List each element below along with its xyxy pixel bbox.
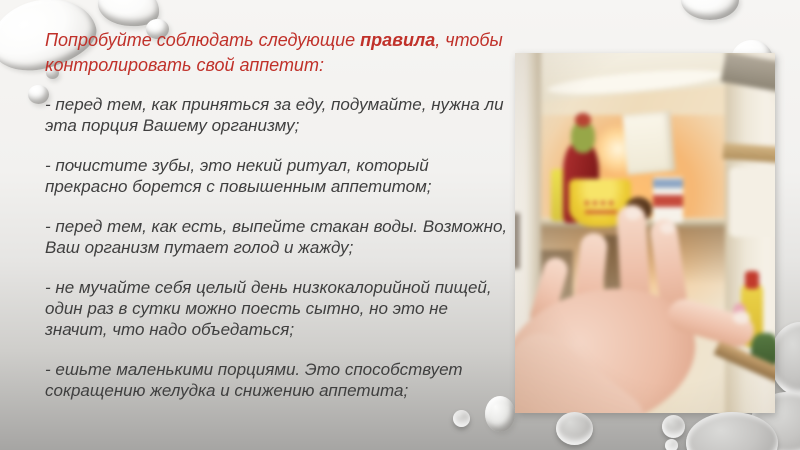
droplet-decoration: [665, 439, 678, 450]
bucket-label: [585, 201, 617, 205]
slide-title: [45, 28, 505, 78]
rule-line: эта порция Вашему организму;: [45, 116, 300, 135]
slide-title-line-2: контролировать свой аппетит:: [45, 55, 324, 75]
finger-nail: [660, 222, 675, 234]
cup-blue-band: [653, 179, 683, 188]
rule-item-5: [45, 359, 505, 401]
slide-title-line-1: [45, 28, 505, 53]
door-ledge: [729, 167, 775, 237]
rule-line: - не мучайте себя целый день низкокалорийной пищей,: [45, 278, 492, 297]
slide-text-block: [45, 28, 508, 420]
rule-line: прекрасно борется с повышенным аппетитом;: [45, 177, 432, 196]
rule-line: Ваш организм путает голод и жажду;: [45, 238, 354, 257]
white-container: [622, 111, 675, 175]
slide-title-text: Попробуйте соблюдать следующие: [45, 30, 361, 50]
bottle-cap: [575, 113, 591, 127]
thumb-nail: [733, 311, 750, 324]
rule-line: - перед тем, как есть, выпейте стакан воды. Возможно,: [45, 217, 508, 236]
droplet-decoration: [681, 0, 739, 20]
rule-line: - почистите зубы, это некий ритуал, который: [45, 156, 429, 175]
rule-line: один раз в сутки можно поесть сытно, но это не: [45, 299, 448, 318]
rule-item-1: [45, 94, 505, 136]
rule-item-2: [45, 155, 505, 197]
rule-line: - перед тем, как приняться за еду, подумайте, нужна ли: [45, 95, 504, 114]
fridge-photo-illustration: [515, 53, 775, 413]
cup-red-band: [653, 195, 683, 207]
rule-line: сокращению желудка и снижению аппетита;: [45, 381, 409, 400]
fridge-photo: [515, 53, 775, 413]
rule-item-3: [45, 216, 508, 258]
shadow-gap: [515, 213, 520, 269]
mustard-cap: [745, 271, 759, 289]
rule-line: значит, что надо объедаться;: [45, 320, 295, 339]
slide-title-text-end: , чтобы: [435, 30, 503, 50]
droplet-decoration: [662, 415, 685, 438]
rule-item-4: [45, 277, 505, 340]
slide-title-bold-word: правила: [360, 30, 436, 50]
rule-line: - ешьте маленькими порциями. Это способствует: [45, 360, 463, 379]
droplet-decoration: [556, 412, 593, 445]
finger-nail: [625, 207, 641, 220]
